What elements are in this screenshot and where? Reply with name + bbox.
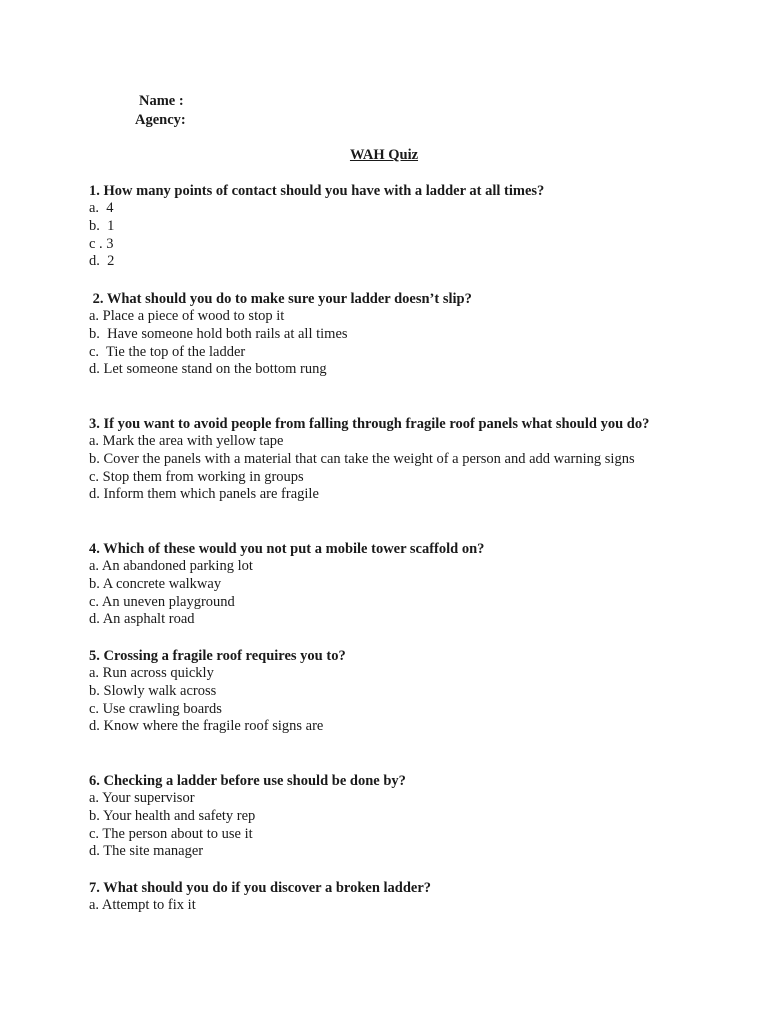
question-text: 2. What should you do to make sure your ladder doesn’t slip?	[89, 291, 472, 307]
option-a: a. An abandoned parking lot	[89, 558, 253, 574]
question-5	[89, 647, 728, 736]
option-d: d. Let someone stand on the bottom rung	[89, 361, 327, 378]
name-label: Name :	[139, 93, 184, 109]
option-d: d. Inform them which panels are fragile	[89, 486, 319, 503]
option-c: c. Tie the top of the ladder	[89, 343, 246, 360]
option-c: c . 3	[89, 235, 114, 252]
option-b: b. Slowly walk across	[89, 682, 217, 699]
option-d: d. 2	[89, 253, 115, 270]
option-b: b. A concrete walkway	[89, 575, 222, 592]
option-c: c. An uneven playground	[89, 593, 235, 610]
question-text: 7. What should you do if you discover a broken ladder?	[89, 880, 432, 896]
option-d: d. An asphalt road	[89, 611, 195, 628]
option-a: a. Run across quickly	[89, 665, 214, 681]
question-7	[89, 879, 728, 915]
quiz-title: WAH Quiz	[349, 147, 419, 163]
question-1	[89, 182, 728, 271]
question-text: 6. Checking a ladder before use should be done by?	[89, 773, 406, 789]
agency-label: Agency:	[135, 112, 186, 128]
question-text: 1. How many points of contact should you have with a ladder at all times?	[89, 183, 545, 199]
question-2	[89, 290, 728, 379]
option-b: b. 1	[89, 217, 115, 234]
option-a: a. Place a piece of wood to stop it	[89, 308, 285, 324]
question-3	[89, 415, 728, 504]
option-b: b. Have someone hold both rails at all times	[89, 325, 348, 342]
option-b: b. Cover the panels with a material that can take the weight of a person and add warning signs	[89, 450, 635, 467]
option-a: a. Attempt to fix it	[89, 897, 196, 913]
option-d: d. Know where the fragile roof signs are	[89, 718, 324, 735]
option-a: a. Your supervisor	[89, 790, 195, 806]
option-c: c. The person about to use it	[89, 825, 253, 842]
question-text: 3. If you want to avoid people from falling through fragile roof panels what should you do?	[89, 416, 650, 432]
option-c: c. Use crawling boards	[89, 700, 222, 717]
option-d: d. The site manager	[89, 843, 204, 860]
question-text: 5. Crossing a fragile roof requires you to?	[89, 648, 346, 664]
question-text: 4. Which of these would you not put a mobile tower scaffold on?	[89, 541, 485, 557]
question-4	[89, 540, 728, 629]
option-a: a. Mark the area with yellow tape	[89, 433, 284, 449]
option-a: a. 4	[89, 200, 114, 216]
question-6	[89, 772, 728, 861]
option-b: b. Your health and safety rep	[89, 807, 256, 824]
option-c: c. Stop them from working in groups	[89, 468, 304, 485]
